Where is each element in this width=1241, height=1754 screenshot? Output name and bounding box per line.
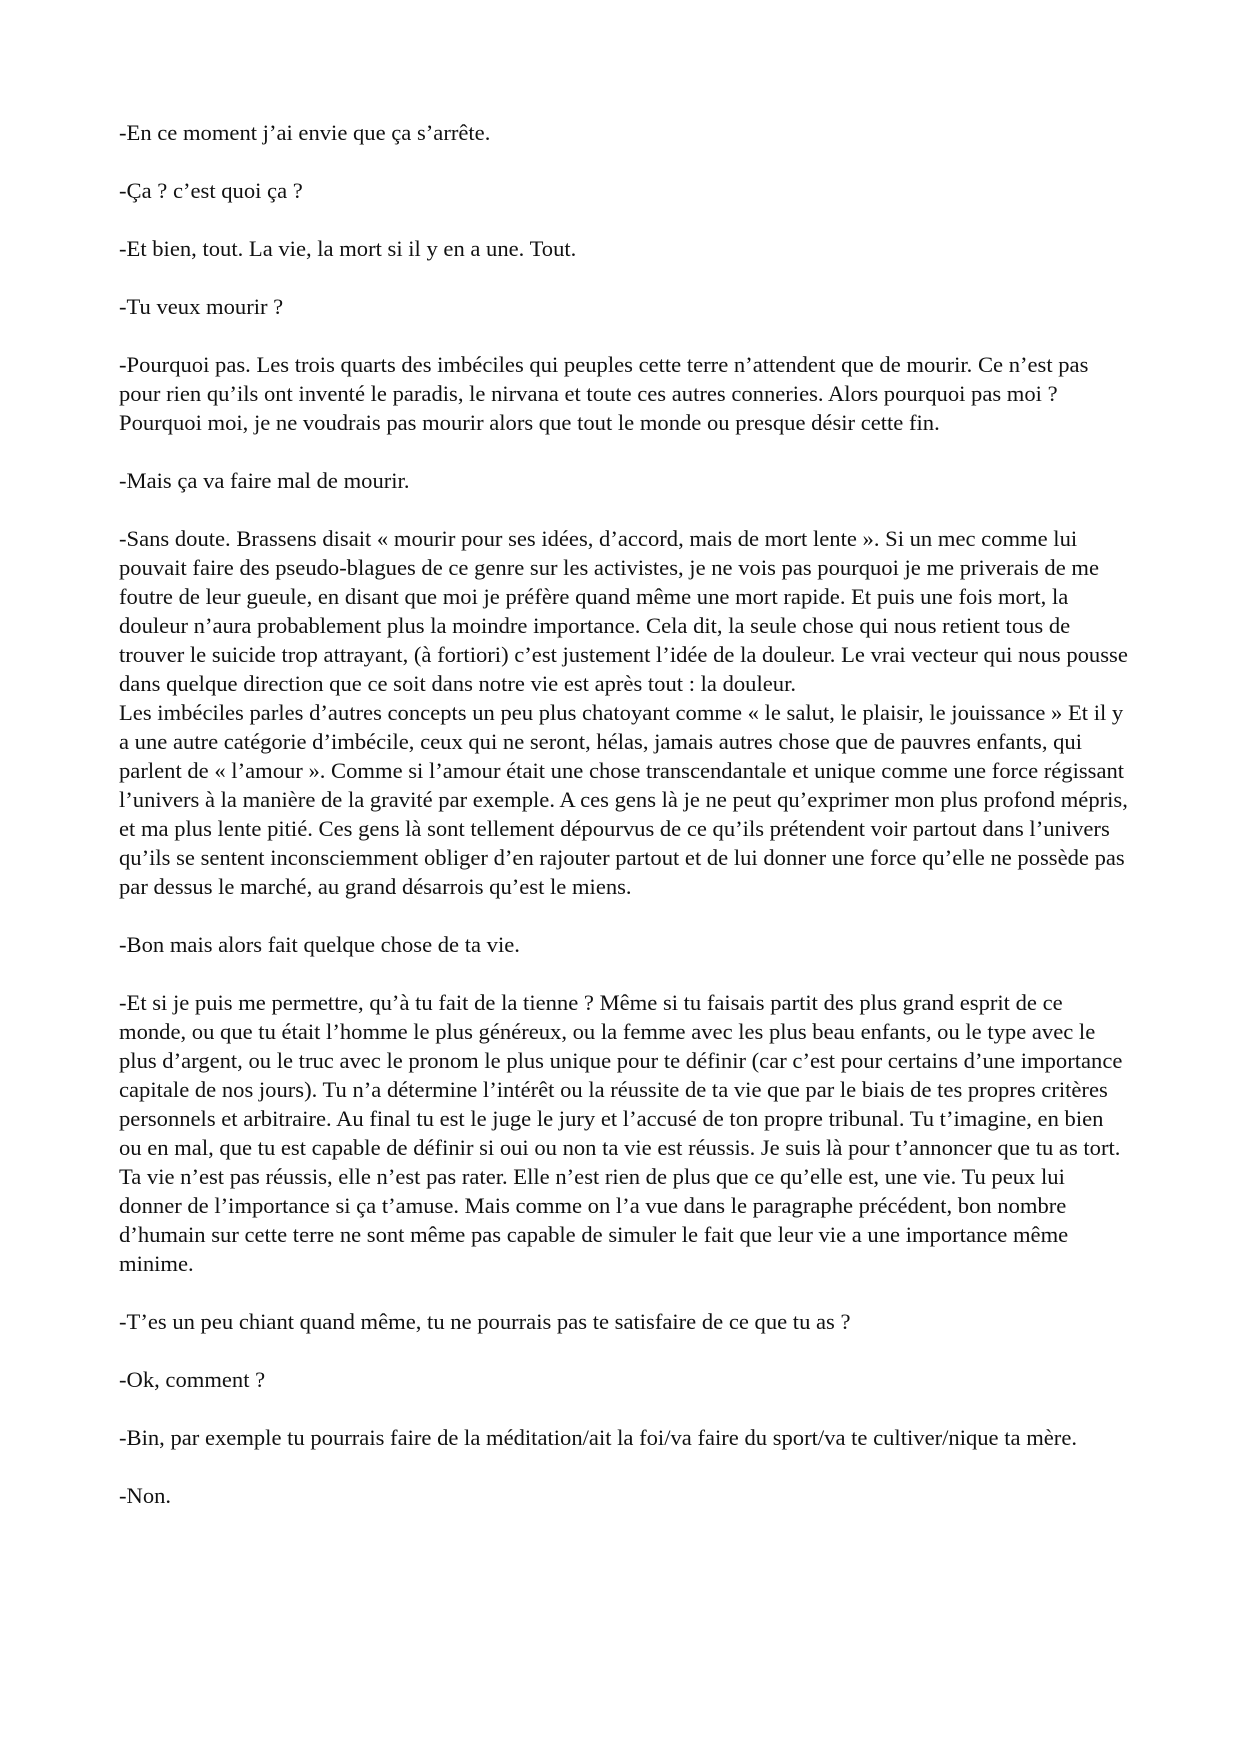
dialogue-line: -Bon mais alors fait quelque chose de ta vie. (119, 932, 520, 957)
dialogue-line: -T’es un peu chiant quand même, tu ne pourrais pas te satisfaire de ce que tu as ? (119, 1309, 851, 1334)
dialogue-line: -En ce moment j’ai envie que ça s’arrête. (119, 120, 491, 145)
dialogue-paragraph-continued: Les imbéciles parles d’autres concepts un peu plus chatoyant comme « le salut, le plaisir, le jouissance » Et il y a une autre catégorie d’imbécile, ceux qui ne seront, hélas, jamais autres chose que de pauvres enfants, qui parlent de « l’amour ». Comme si l’amour était une chose transcendantale et unique comme une force régissant l’univers à la manière de la gravité par exemple. A ces gens là je ne peut qu’exprimer mon plus profond mépris, et ma plus lente pitié. Ces gens là sont tellement dépourvus de ce qu’ils prétendent voir partout dans l’univers qu’ils se sentent inconsciemment obliger d’en rajouter partout et de lui donner une force qu’elle ne possède pas par dessus le marché, au grand désarrois qu’est le miens. (119, 700, 1128, 899)
dialogue-paragraph: -Sans doute. Brassens disait « mourir pour ses idées, d’accord, mais de mort lente ». Si un mec comme lui pouvait faire des pseudo-blagues de ce genre sur les activistes, je ne vois pas pourquoi je me priverais de me foutre de leur gueule, en disant que moi je préfère quand même une mort rapide. Et puis une fois mort, la douleur n’aura probablement plus la moindre importance. Cela dit, la seule chose qui nous retient tous de trouver le suicide trop attrayant, (à fortiori) c’est justement l’idée de la douleur. Le vrai vecteur qui nous pousse dans quelque direction que ce soit dans notre vie est après tout : la douleur. (119, 526, 1128, 696)
dialogue-line: -Ok, comment ? (119, 1367, 266, 1392)
dialogue-line: -Mais ça va faire mal de mourir. (119, 468, 410, 493)
dialogue-line: -Non. (119, 1483, 172, 1508)
dialogue-line: -Tu veux mourir ? (119, 294, 284, 319)
dialogue-line: -Ça ? c’est quoi ça ? (119, 178, 303, 203)
dialogue-paragraph: -Bin, par exemple tu pourrais faire de la méditation/ait la foi/va faire du sport/va te cultiver/nique ta mère. (119, 1425, 1077, 1450)
dialogue-paragraph: -Et si je puis me permettre, qu’à tu fait de la tienne ? Même si tu faisais partit des plus grand esprit de ce monde, ou que tu était l’homme le plus généreux, ou la femme avec les plus beau enfants, ou le type avec le plus d’argent, ou le truc avec le pronom le plus unique pour te définir (car c’est pour certains d’une importance capitale de nos jours). Tu n’a détermine l’intérêt ou la réussite de ta vie que par le biais de tes propres critères personnels et arbitraire. Au final tu est le juge le jury et l’accusé de ton propre tribunal. Tu t’imagine, en bien ou en mal, que tu est capable de définir si oui ou non ta vie est réussis. Je suis là pour t’annoncer que tu as tort. Ta vie n’est pas réussis, elle n’est pas rater. Elle n’est rien de plus que ce qu’elle est, une vie. Tu peux lui donner de l’importance si ça t’amuse. Mais comme on l’a vue dans le paragraphe précédent, bon nombre d’humain sur cette terre ne sont même pas capable de simuler le fait que leur vie a une importance même minime. (119, 990, 1123, 1276)
dialogue-paragraph: -Pourquoi pas. Les trois quarts des imbéciles qui peuples cette terre n’attendent que de mourir. Ce n’est pas pour rien qu’ils ont inventé le paradis, le nirvana et toute ces autres conneries. Alors pourquoi pas moi ? Pourquoi moi, je ne voudrais pas mourir alors que tout le monde ou presque désir cette fin. (119, 352, 1089, 435)
document-page (119, 118, 1129, 1539)
dialogue-line: -Et bien, tout. La vie, la mort si il y en a une. Tout. (119, 236, 577, 261)
